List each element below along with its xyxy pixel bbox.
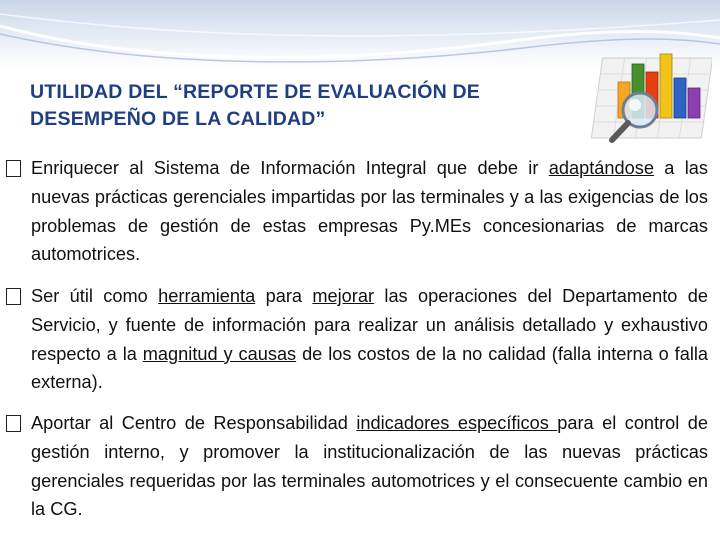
- checkbox-bullet-icon: [6, 160, 21, 177]
- text-segment: para: [255, 286, 313, 306]
- text-segment: Enriquecer al Sistema de Información Integral que debe ir: [31, 158, 549, 178]
- text-segment: para el control de gestión interno, y promover la institucionalización de las nuevas prácticas gerenciales requeridas por las terminales automotrices y el consecuente cambio en la CG.: [31, 413, 708, 520]
- slide-title: [30, 79, 590, 133]
- bullet-text-3: [31, 413, 708, 519]
- checkbox-bullet-icon: [6, 415, 21, 432]
- underlined-phrase: magnitud y causas: [142, 343, 297, 364]
- checkbox-bullet-icon: [6, 288, 21, 305]
- bullet-item-1: [31, 154, 708, 269]
- bullet-text-2: [31, 286, 708, 392]
- text-segment: a las nuevas prácticas gerenciales impartidas por las terminales y a las exigencias de los problemas de gestión de estas empresas Py.MEs concesionarias de marcas automotrices.: [31, 158, 708, 265]
- underlined-phrase: indicadores específicos: [356, 413, 558, 433]
- bullet-text-1: [31, 158, 708, 264]
- underlined-phrase: herramienta: [158, 286, 256, 306]
- underlined-phrase: adaptándose: [548, 158, 654, 178]
- text-segment: las operaciones del Departamento de Servicio, y fuente de información para realizar un análisis detallado y exhaustivo respecto a la: [31, 286, 708, 364]
- text-segment: Ser útil como: [31, 286, 159, 306]
- bullet-item-2: [31, 282, 708, 397]
- underlined-phrase: mejorar: [312, 286, 375, 306]
- text-segment: Aportar al Centro de Responsabilidad: [31, 413, 357, 433]
- title-line-2: DESEMPEÑO DE LA CALIDAD”: [30, 108, 326, 130]
- title-line-1: UTILIDAD DEL “REPORTE DE EVALUACIÓN DE: [30, 81, 480, 103]
- bullet-item-3: [31, 409, 708, 524]
- chart-magnifier-icon: [584, 48, 712, 146]
- text-segment: de los costos de la no calidad (falla interna o falla externa).: [31, 343, 709, 393]
